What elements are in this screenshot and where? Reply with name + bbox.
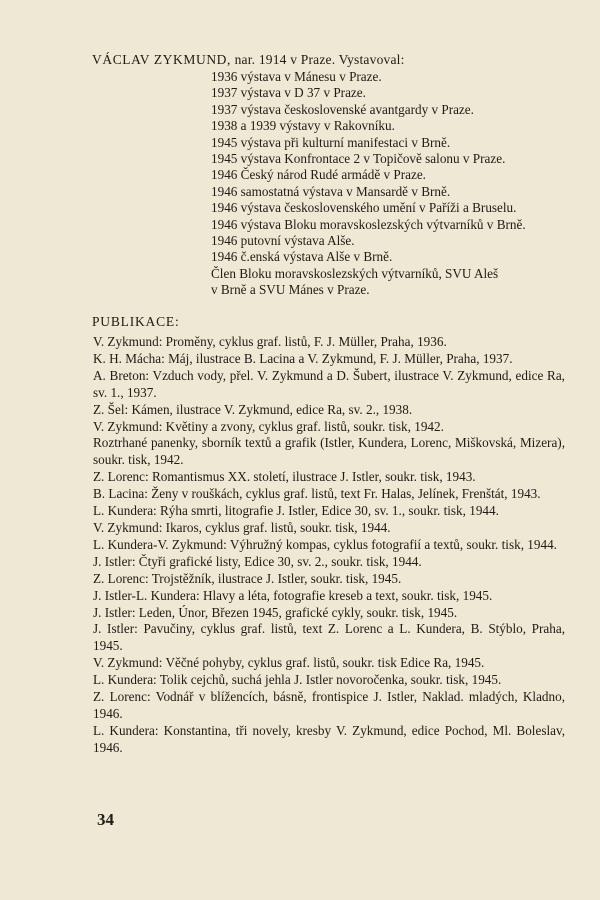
- publication-author: B. Lacina:: [93, 486, 148, 502]
- publication-entry: [93, 503, 565, 520]
- publication-text: Leden, Únor, Březen 1945, grafické cykly, soukr. tisk, 1945.: [138, 604, 458, 620]
- publication-author: V. Zykmund:: [93, 519, 163, 535]
- publication-author: J. Istler:: [93, 621, 138, 637]
- publication-text: Ženy v rouškách, cyklus graf. listů, text Fr. Halas, Jelínek, Frenštát, 1943.: [151, 486, 541, 502]
- publication-text: Vzduch vody, přel. V. Zykmund a D. Šubert, ilustrace V. Zykmund, edice Ra, sv. 1., 1937.: [93, 367, 565, 400]
- publication-author: L. Kundera:: [93, 722, 159, 738]
- exhibition-item: 1946 výstava československého umění v Paříži a Bruselu.: [211, 200, 517, 216]
- publication-text: Kámen, ilustrace V. Zykmund, edice Ra, sv. 2., 1938.: [131, 401, 413, 417]
- publication-author: Z. Lorenc:: [93, 570, 149, 586]
- publication-text: Roztrhané panenky, sborník textů a grafik (Istler, Kundera, Lorenc, Miškovská, Mizera), soukr. tisk, 1942.: [93, 435, 565, 468]
- publication-author: A. Breton:: [93, 367, 150, 383]
- publication-entry: [93, 672, 565, 689]
- publication-text: Tolik cejchů, suchá jehla J. Istler novoročenka, soukr. tisk, 1945.: [159, 672, 502, 688]
- page-number: 34: [97, 810, 114, 829]
- bio-heading: [92, 52, 405, 68]
- exhibition-list: [211, 69, 571, 299]
- publication-entry: [93, 554, 565, 571]
- publication-entry: [93, 689, 565, 723]
- publication-entry: [93, 621, 565, 655]
- publication-author: Z. Lorenc:: [93, 689, 151, 705]
- exhibition-item: 1937 výstava československé avantgardy v Praze.: [211, 101, 474, 117]
- exhibition-item: 1946 putovní výstava Alše.: [211, 233, 355, 249]
- publication-text: Čtyři grafické listy, Edice 30, sv. 2., soukr. tisk, 1944.: [138, 553, 422, 569]
- publication-entry: [93, 486, 565, 503]
- publication-entry: [93, 537, 565, 554]
- publication-text: Proměny, cyklus graf. listů, F. J. Müller, Praha, 1936.: [165, 334, 447, 349]
- publication-entry: [93, 723, 565, 757]
- exhibition-item: 1946 č.enská výstava Alše v Brně.: [211, 249, 393, 265]
- publication-author: Z. Šel:: [93, 401, 129, 417]
- exhibition-item: 1945 výstava Konfrontace 2 v Topičově salonu v Praze.: [211, 151, 506, 167]
- publication-entry: [93, 655, 565, 672]
- publication-text: Ikaros, cyklus graf. listů, soukr. tisk, 1944.: [165, 519, 391, 535]
- publication-entry: [93, 419, 565, 436]
- publication-entry: [93, 571, 565, 588]
- exhibition-item: 1946 výstava Bloku moravskoslezských výtvarníků v Brně.: [211, 216, 526, 232]
- bio-details: nar. 1914 v Praze. Vystavoval:: [234, 52, 405, 67]
- exhibition-item: Člen Bloku moravskoslezských výtvarníků, SVU Aleš: [211, 265, 499, 281]
- publication-text: Květiny a zvony, cyklus graf. listů, soukr. tisk, 1942.: [165, 418, 444, 434]
- publication-list: [93, 334, 565, 757]
- publication-author: V. Zykmund:: [93, 655, 163, 671]
- exhibition-item: 1938 a 1939 výstavy v Rakovníku.: [211, 118, 395, 134]
- publication-entry: [93, 334, 565, 351]
- publication-author: K. H. Mácha:: [93, 350, 165, 366]
- publication-author: V. Zykmund:: [93, 334, 163, 349]
- publication-text: Vodnář v blížencích, básně, frontispice J. Istler, Naklad. mladých, Kladno, 1946.: [93, 689, 566, 721]
- exhibition-item: 1936 výstava v Mánesu v Praze.: [211, 69, 382, 84]
- publication-author: V. Zykmund:: [93, 418, 163, 434]
- publication-text: Hlavy a léta, fotografie kreseb a text, soukr. tisk, 1945.: [202, 587, 493, 603]
- exhibition-item: v Brně a SVU Mánes v Praze.: [211, 282, 370, 298]
- publication-entry: [93, 368, 565, 402]
- publication-author: J. Istler:: [93, 604, 136, 620]
- exhibition-item: 1946 samostatná výstava v Mansardě v Brně.: [211, 183, 451, 199]
- publication-author: L. Kundera:: [93, 672, 157, 688]
- publication-entry: [93, 435, 565, 469]
- publication-text: Výhružný kompas, cyklus fotografií a textů, soukr. tisk, 1944.: [229, 536, 557, 552]
- publication-author: Z. Lorenc:: [93, 469, 149, 485]
- publication-author: L. Kundera:: [93, 503, 157, 519]
- exhibition-item: 1946 Český národ Rudé armádě v Praze.: [211, 167, 426, 183]
- publication-text: Trojstěžník, ilustrace J. Istler, soukr. tisk, 1945.: [151, 570, 402, 586]
- publications-heading: PUBLIKACE:: [92, 314, 180, 329]
- publication-text: Romantismus XX. století, ilustrace J. Istler, soukr. tisk, 1943.: [151, 469, 476, 485]
- publication-entry: [93, 402, 565, 419]
- publication-entry: [93, 605, 565, 622]
- publication-entry: [93, 588, 565, 605]
- publication-entry: [93, 351, 565, 368]
- publication-text: Máj, ilustrace B. Lacina a V. Zykmund, F. J. Müller, Praha, 1937.: [168, 350, 513, 366]
- publication-text: Pavučiny, cyklus graf. listů, text Z. Lorenc a L. Kundera, B. Stýblo, Praha, 1945.: [93, 621, 566, 654]
- publication-author: L. Kundera-V. Zykmund:: [93, 536, 227, 552]
- publication-author: J. Istler-L. Kundera:: [93, 587, 200, 603]
- publication-author: J. Istler:: [93, 553, 136, 569]
- publication-text: Rýha smrti, litografie J. Istler, Edice 30, sv. 1., soukr. tisk, 1944.: [160, 503, 499, 519]
- artist-name: VÁCLAV ZYKMUND,: [92, 52, 232, 67]
- publication-text: Věčné pohyby, cyklus graf. listů, soukr. tisk Edice Ra, 1945.: [165, 655, 485, 671]
- exhibition-item: 1945 výstava při kulturní manifestaci v Brně.: [211, 134, 451, 150]
- exhibition-item: 1937 výstava v D 37 v Praze.: [211, 85, 366, 101]
- publication-entry: [93, 469, 565, 486]
- publication-text: Konstantina, tři novely, kresby V. Zykmund, edice Pochod, Ml. Boleslav, 1946.: [93, 722, 566, 755]
- publication-entry: [93, 520, 565, 537]
